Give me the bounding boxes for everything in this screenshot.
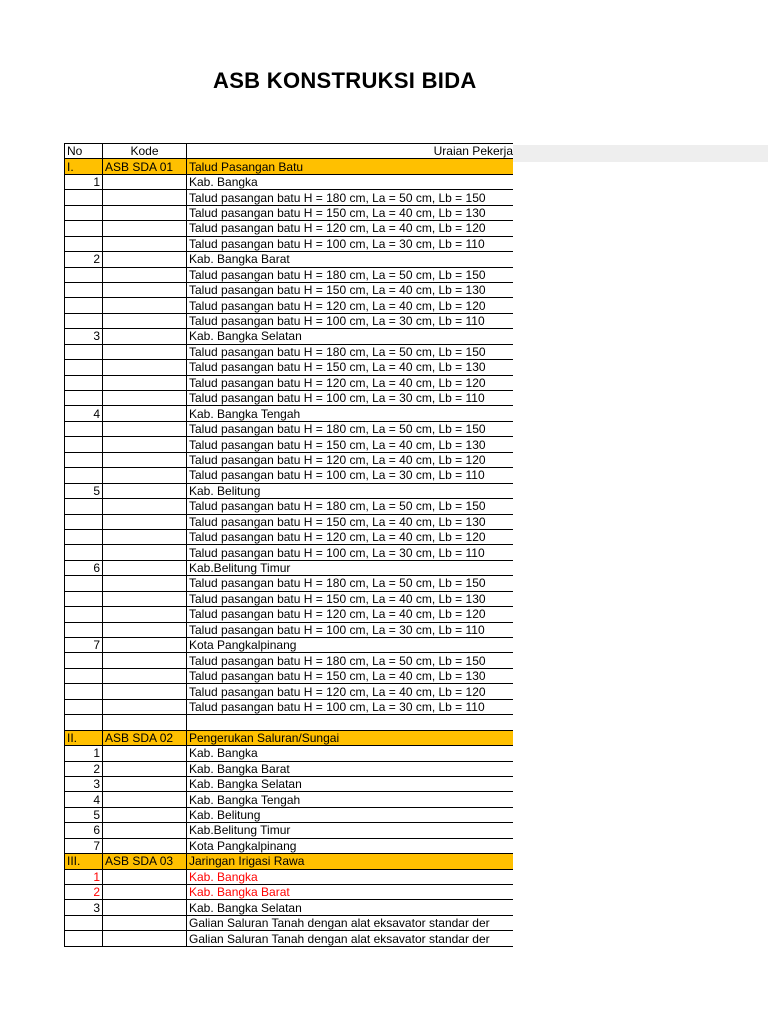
cell-no: 6 — [65, 560, 103, 575]
cell-no — [65, 622, 103, 637]
cell-kode — [103, 776, 187, 791]
cell-uraian: Talud pasangan batu H = 180 cm, La = 50 cm, Lb = 150 — [187, 499, 514, 514]
cell-kode — [103, 298, 187, 313]
cell-kode — [103, 607, 187, 622]
cell-kode — [103, 545, 187, 560]
cell-uraian: Kab. Bangka Barat — [187, 761, 514, 776]
cell-uraian: Talud pasangan batu H = 150 cm, La = 40 cm, Lb = 130 — [187, 514, 514, 529]
table-row — [65, 205, 514, 220]
table-row — [65, 746, 514, 761]
cell-no — [65, 360, 103, 375]
table-row — [65, 900, 514, 915]
cell-no — [65, 452, 103, 467]
cell-kode — [103, 622, 187, 637]
table-row — [65, 776, 514, 791]
cell-uraian: Kab. Bangka Selatan — [187, 329, 514, 344]
section-row — [65, 854, 514, 869]
cell-kode — [103, 638, 187, 653]
cell-kode — [103, 329, 187, 344]
cell-kode — [103, 236, 187, 251]
asb-table — [64, 143, 513, 947]
cell-kode — [103, 406, 187, 421]
cell-uraian: Kab. Bangka Selatan — [187, 776, 514, 791]
cell-uraian: Jaringan Irigasi Rawa — [187, 854, 514, 869]
cell-no — [65, 267, 103, 282]
cell-no — [65, 391, 103, 406]
table-row — [65, 344, 514, 359]
cell-no — [65, 915, 103, 930]
table-row — [65, 576, 514, 591]
cell-no — [65, 576, 103, 591]
cell-uraian: Kab. Bangka Barat — [187, 252, 514, 267]
section-row — [65, 159, 514, 174]
cell-no — [65, 529, 103, 544]
table-row — [65, 437, 514, 452]
table-row — [65, 761, 514, 776]
table-row — [65, 360, 514, 375]
cell-no — [65, 282, 103, 297]
cell-uraian: Talud pasangan batu H = 100 cm, La = 30 cm, Lb = 110 — [187, 236, 514, 251]
cell-no — [65, 684, 103, 699]
cell-no: 1 — [65, 746, 103, 761]
cell-no: 4 — [65, 406, 103, 421]
cell-uraian: Talud pasangan batu H = 150 cm, La = 40 cm, Lb = 130 — [187, 668, 514, 683]
cell-kode — [103, 252, 187, 267]
cell-no: 3 — [65, 329, 103, 344]
cell-no — [65, 421, 103, 436]
cell-no — [65, 931, 103, 946]
table-row — [65, 190, 514, 205]
table-row — [65, 452, 514, 467]
cell-uraian — [187, 715, 514, 730]
cell-uraian: Talud pasangan batu H = 150 cm, La = 40 cm, Lb = 130 — [187, 437, 514, 452]
cell-kode: ASB SDA 01 — [103, 159, 187, 174]
cell-uraian: Talud pasangan batu H = 150 cm, La = 40 cm, Lb = 130 — [187, 282, 514, 297]
cell-uraian: Talud pasangan batu H = 100 cm, La = 30 cm, Lb = 110 — [187, 699, 514, 714]
header-uraian: Uraian Pekerja — [187, 144, 514, 159]
cell-no: 5 — [65, 483, 103, 498]
table-row — [65, 529, 514, 544]
cell-no — [65, 591, 103, 606]
cell-uraian: Kab. Bangka — [187, 746, 514, 761]
table-header-row — [65, 144, 514, 159]
cell-kode — [103, 483, 187, 498]
cell-kode — [103, 437, 187, 452]
cell-no — [65, 499, 103, 514]
table-row — [65, 421, 514, 436]
cell-kode — [103, 375, 187, 390]
table-row — [65, 375, 514, 390]
cell-kode — [103, 360, 187, 375]
cell-kode — [103, 282, 187, 297]
cell-kode — [103, 746, 187, 761]
cell-uraian: Talud pasangan batu H = 120 cm, La = 40 cm, Lb = 120 — [187, 452, 514, 467]
cell-uraian: Talud pasangan batu H = 180 cm, La = 50 cm, Lb = 150 — [187, 653, 514, 668]
table-row — [65, 545, 514, 560]
table-row — [65, 252, 514, 267]
table-row — [65, 221, 514, 236]
cell-kode — [103, 391, 187, 406]
cell-kode — [103, 499, 187, 514]
cell-uraian: Talud pasangan batu H = 100 cm, La = 30 cm, Lb = 110 — [187, 468, 514, 483]
cell-kode — [103, 915, 187, 930]
cell-no — [65, 607, 103, 622]
cell-kode — [103, 344, 187, 359]
table-row — [65, 638, 514, 653]
cell-no: III. — [65, 854, 103, 869]
cell-kode — [103, 313, 187, 328]
cell-kode — [103, 869, 187, 884]
cell-uraian: Talud pasangan batu H = 120 cm, La = 40 cm, Lb = 120 — [187, 684, 514, 699]
cell-uraian: Kab.Belitung Timur — [187, 823, 514, 838]
table-row — [65, 391, 514, 406]
cell-uraian: Galian Saluran Tanah dengan alat eksavator standar der — [187, 931, 514, 946]
cell-no — [65, 190, 103, 205]
table-row — [65, 406, 514, 421]
cell-no — [65, 437, 103, 452]
cell-uraian: Talud pasangan batu H = 180 cm, La = 50 cm, Lb = 150 — [187, 190, 514, 205]
cell-no — [65, 715, 103, 730]
cell-uraian: Talud pasangan batu H = 100 cm, La = 30 cm, Lb = 110 — [187, 313, 514, 328]
table-row — [65, 282, 514, 297]
cell-kode — [103, 221, 187, 236]
table-row — [65, 591, 514, 606]
cell-no: 4 — [65, 792, 103, 807]
cell-kode: ASB SDA 02 — [103, 730, 187, 745]
cell-uraian: Talud pasangan batu H = 100 cm, La = 30 cm, Lb = 110 — [187, 545, 514, 560]
cell-kode — [103, 190, 187, 205]
cell-uraian: Kab. Belitung — [187, 807, 514, 822]
cell-no — [65, 205, 103, 220]
table-row — [65, 298, 514, 313]
cell-no — [65, 468, 103, 483]
cell-no — [65, 699, 103, 714]
table-row — [65, 560, 514, 575]
column-header-overflow — [513, 145, 768, 162]
cell-no — [65, 344, 103, 359]
cell-kode — [103, 684, 187, 699]
cell-no: 1 — [65, 869, 103, 884]
cell-uraian: Talud pasangan batu H = 180 cm, La = 50 cm, Lb = 150 — [187, 344, 514, 359]
cell-kode — [103, 715, 187, 730]
cell-kode — [103, 468, 187, 483]
table-row — [65, 313, 514, 328]
cell-kode — [103, 591, 187, 606]
cell-kode — [103, 838, 187, 853]
cell-uraian: Galian Saluran Tanah dengan alat eksavator standar der — [187, 915, 514, 930]
cell-uraian: Talud pasangan batu H = 120 cm, La = 40 cm, Lb = 120 — [187, 607, 514, 622]
cell-uraian: Kota Pangkalpinang — [187, 838, 514, 853]
table-row — [65, 607, 514, 622]
table-row — [65, 514, 514, 529]
cell-no — [65, 514, 103, 529]
table-row — [65, 931, 514, 946]
table-row — [65, 838, 514, 853]
cell-no: 3 — [65, 776, 103, 791]
header-no: No — [65, 144, 103, 159]
table-body — [65, 159, 514, 946]
cell-uraian: Kab. Belitung — [187, 483, 514, 498]
table-row — [65, 468, 514, 483]
cell-no: I. — [65, 159, 103, 174]
table-row — [65, 668, 514, 683]
table-row — [65, 236, 514, 251]
cell-no — [65, 236, 103, 251]
cell-no: 7 — [65, 838, 103, 853]
cell-uraian: Talud pasangan batu H = 120 cm, La = 40 cm, Lb = 120 — [187, 375, 514, 390]
cell-no: II. — [65, 730, 103, 745]
cell-no: 6 — [65, 823, 103, 838]
cell-uraian: Talud pasangan batu H = 120 cm, La = 40 cm, Lb = 120 — [187, 529, 514, 544]
cell-no — [65, 668, 103, 683]
cell-uraian: Kab. Bangka — [187, 174, 514, 189]
table-row — [65, 329, 514, 344]
page-title: ASB KONSTRUKSI BIDA — [213, 68, 477, 93]
cell-uraian: Talud pasangan batu H = 180 cm, La = 50 cm, Lb = 150 — [187, 421, 514, 436]
cell-kode — [103, 761, 187, 776]
table-row — [65, 885, 514, 900]
cell-uraian: Talud pasangan batu H = 150 cm, La = 40 cm, Lb = 130 — [187, 205, 514, 220]
cell-no: 7 — [65, 638, 103, 653]
cell-uraian: Pengerukan Saluran/Sungai — [187, 730, 514, 745]
table-row — [65, 699, 514, 714]
cell-kode — [103, 267, 187, 282]
cell-kode — [103, 792, 187, 807]
cell-no: 2 — [65, 761, 103, 776]
header-kode: Kode — [103, 144, 187, 159]
cell-kode — [103, 653, 187, 668]
cell-uraian: Kab.Belitung Timur — [187, 560, 514, 575]
table-row — [65, 622, 514, 637]
cell-no: 2 — [65, 252, 103, 267]
cell-kode — [103, 699, 187, 714]
table-row — [65, 792, 514, 807]
cell-uraian: Talud pasangan batu H = 180 cm, La = 50 cm, Lb = 150 — [187, 267, 514, 282]
cell-no: 3 — [65, 900, 103, 915]
cell-uraian: Talud pasangan batu H = 120 cm, La = 40 cm, Lb = 120 — [187, 221, 514, 236]
cell-uraian: Talud pasangan batu H = 150 cm, La = 40 cm, Lb = 130 — [187, 360, 514, 375]
cell-kode — [103, 900, 187, 915]
table-row — [65, 499, 514, 514]
cell-kode — [103, 452, 187, 467]
cell-no: 5 — [65, 807, 103, 822]
cell-no — [65, 313, 103, 328]
blank-row — [65, 715, 514, 730]
cell-uraian: Kab. Bangka Barat — [187, 885, 514, 900]
cell-no: 2 — [65, 885, 103, 900]
cell-no — [65, 653, 103, 668]
cell-kode — [103, 931, 187, 946]
cell-kode — [103, 576, 187, 591]
cell-uraian: Kab. Bangka — [187, 869, 514, 884]
cell-no — [65, 545, 103, 560]
cell-kode — [103, 560, 187, 575]
cell-uraian: Kab. Bangka Tengah — [187, 406, 514, 421]
cell-kode — [103, 807, 187, 822]
cell-kode — [103, 823, 187, 838]
cell-no — [65, 375, 103, 390]
cell-uraian: Talud pasangan batu H = 120 cm, La = 40 cm, Lb = 120 — [187, 298, 514, 313]
table-row — [65, 684, 514, 699]
cell-uraian: Talud pasangan batu H = 100 cm, La = 30 cm, Lb = 110 — [187, 391, 514, 406]
cell-uraian: Talud pasangan batu H = 180 cm, La = 50 cm, Lb = 150 — [187, 576, 514, 591]
table-row — [65, 174, 514, 189]
cell-no: 1 — [65, 174, 103, 189]
cell-uraian: Kab. Bangka Selatan — [187, 900, 514, 915]
table-row — [65, 653, 514, 668]
table-row — [65, 915, 514, 930]
table-row — [65, 807, 514, 822]
cell-uraian: Talud pasangan batu H = 150 cm, La = 40 cm, Lb = 130 — [187, 591, 514, 606]
cell-kode: ASB SDA 03 — [103, 854, 187, 869]
cell-no — [65, 298, 103, 313]
cell-kode — [103, 885, 187, 900]
cell-kode — [103, 205, 187, 220]
cell-uraian: Kab. Bangka Tengah — [187, 792, 514, 807]
cell-no — [65, 221, 103, 236]
cell-uraian: Talud Pasangan Batu — [187, 159, 514, 174]
spreadsheet — [64, 143, 513, 947]
cell-kode — [103, 514, 187, 529]
table-row — [65, 483, 514, 498]
cell-kode — [103, 668, 187, 683]
table-row — [65, 869, 514, 884]
cell-kode — [103, 174, 187, 189]
table-row — [65, 267, 514, 282]
cell-kode — [103, 421, 187, 436]
section-row — [65, 730, 514, 745]
cell-uraian: Talud pasangan batu H = 100 cm, La = 30 cm, Lb = 110 — [187, 622, 514, 637]
cell-uraian: Kota Pangkalpinang — [187, 638, 514, 653]
cell-kode — [103, 529, 187, 544]
table-row — [65, 823, 514, 838]
